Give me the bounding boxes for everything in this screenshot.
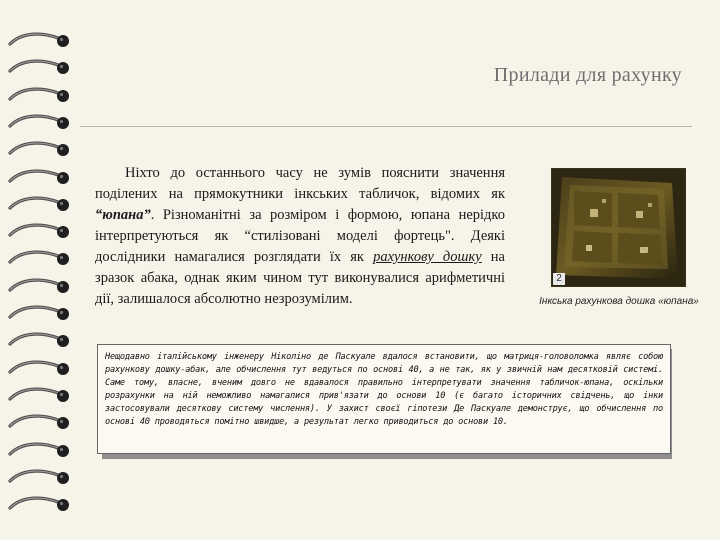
spiral-binding-icon — [8, 358, 70, 378]
title-divider — [80, 126, 692, 127]
spiral-binding-icon — [8, 494, 70, 514]
spiral-binding-icon — [8, 221, 70, 241]
spiral-binding-icon — [8, 467, 70, 487]
spiral-binding-icon — [8, 30, 70, 50]
spiral-binding-icon — [8, 248, 70, 268]
yupana-term: “юпана” — [95, 207, 151, 223]
spiral-binding-icon — [8, 330, 70, 350]
spiral-binding-icon — [8, 112, 70, 132]
spiral-binding-icon — [8, 440, 70, 460]
spiral-binding-icon — [8, 303, 70, 323]
spiral-binding-icon — [8, 194, 70, 214]
spiral-binding-icon — [8, 85, 70, 105]
main-text-part-1: Ніхто до останнього часу не зумів пояснити значення поділених на прямокутники інкських табличок, відомих як — [95, 165, 505, 202]
spiral-binding-icon — [8, 276, 70, 296]
image-caption: Інкська рахункова дошка «юпана» — [539, 296, 699, 307]
spiral-binding-icon — [8, 412, 70, 432]
spiral-binding-icon — [8, 57, 70, 77]
slide-title: Прилади для рахунку — [493, 64, 682, 86]
abacus-term: рахункову дошку — [373, 249, 482, 265]
note-box: Нещодавно італійському інженеру Ніколіно де Паскуале вдалося встановити, що матриця-головоломка являє собою рахункову дошку-абак, але обчислення тут ведуться по основі 40, а не так, як у звичній нам десятковій системі. Саме тому, власне, вченим довго не вдавалося правильно інтерпретувати значення табличок-юпана, оскільки розрахунки на ній неможливо намагалися прив'язати до основи 10 (є багато історичних свідчень, що інки застосовували десяткову систему числення). У захист своєї гіпотези Де Паскуале демонструє, що обчислення по основі 40 проводяться помітно швидше, а результат легко приводиться до основи 10. — [97, 344, 671, 454]
main-text-part-2: . Різноманітні за розміром і формою, юпана нерідко інтерпретуються як “стилізовані моделі фортець". Деякі дослідники намагалися розглядати їх як — [95, 207, 505, 265]
counting-board-image — [552, 169, 685, 286]
spiral-binding-icon — [8, 385, 70, 405]
spiral-binding — [0, 0, 80, 540]
main-paragraph — [95, 163, 505, 310]
spiral-binding-icon — [8, 139, 70, 159]
image-number-badge: 2 — [553, 273, 565, 285]
incan-counting-board-photo — [551, 168, 686, 287]
main-text-part-3: на зразок абака, однак яким чином тут виконувалися арифметичні дії, залишалося абсолютно незрозумілим. — [95, 249, 505, 307]
spiral-binding-icon — [8, 167, 70, 187]
